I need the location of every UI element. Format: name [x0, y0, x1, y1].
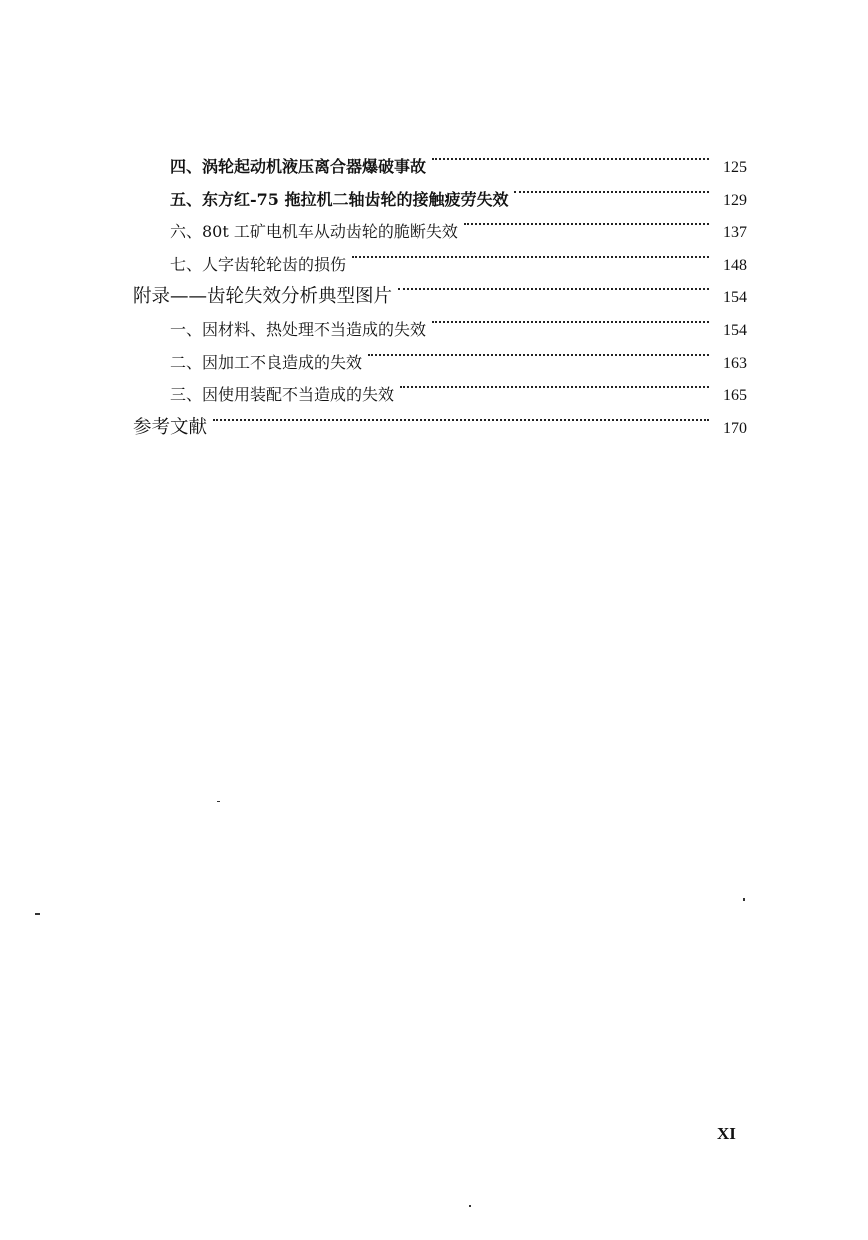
toc-entry-title: 七、人字齿轮轮齿的损伤 [170, 254, 347, 274]
toc-leader-dots [432, 140, 709, 172]
toc-leader-dots [352, 238, 709, 270]
toc-entry-page: 137 [723, 224, 747, 242]
toc-entry-page: 154 [723, 289, 747, 307]
toc-leader-dots [432, 303, 709, 335]
toc-section-title: 附录——齿轮失效分析典型图片 [133, 286, 393, 308]
toc-entry-page: 154 [723, 321, 747, 339]
table-of-contents [133, 140, 747, 438]
toc-leader-dots [464, 205, 709, 237]
page-number: XI [717, 1124, 736, 1143]
toc-leader-dots [368, 336, 709, 368]
toc-entry-page: 170 [723, 419, 747, 437]
toc-entry-title: 一、因材料、热处理不当造成的失效 [170, 319, 427, 339]
scan-speck [217, 801, 220, 802]
toc-entry-page: 148 [723, 256, 747, 274]
toc-entry-page: 125 [723, 159, 747, 176]
toc-entry-title: 六、80t 工矿电机车从动齿轮的脆断失效 [170, 222, 458, 242]
toc-section-title: 参考文献 [133, 416, 208, 438]
toc-entry-title: 三、因使用装配不当造成的失效 [170, 385, 395, 405]
scan-speck [743, 898, 745, 901]
scan-speck [469, 1205, 471, 1207]
toc-entry[interactable] [133, 140, 747, 176]
scan-speck [35, 913, 40, 915]
toc-entry-page: 129 [723, 191, 747, 209]
toc-section-entry[interactable] [133, 401, 747, 438]
toc-entry-title: 五、东方红-75 拖拉机二轴齿轮的接触疲劳失效 [170, 189, 509, 209]
toc-leader-dots [398, 270, 709, 302]
toc-entry-page: 165 [723, 387, 747, 405]
toc-entry-page: 163 [723, 354, 747, 372]
toc-leader-dots [213, 401, 709, 433]
toc-leader-dots [514, 173, 709, 205]
toc-leader-dots [400, 368, 709, 400]
toc-entry-title: 四、涡轮起动机液压离合器爆破事故 [170, 157, 427, 176]
toc-entry-title: 二、因加工不良造成的失效 [170, 352, 363, 372]
